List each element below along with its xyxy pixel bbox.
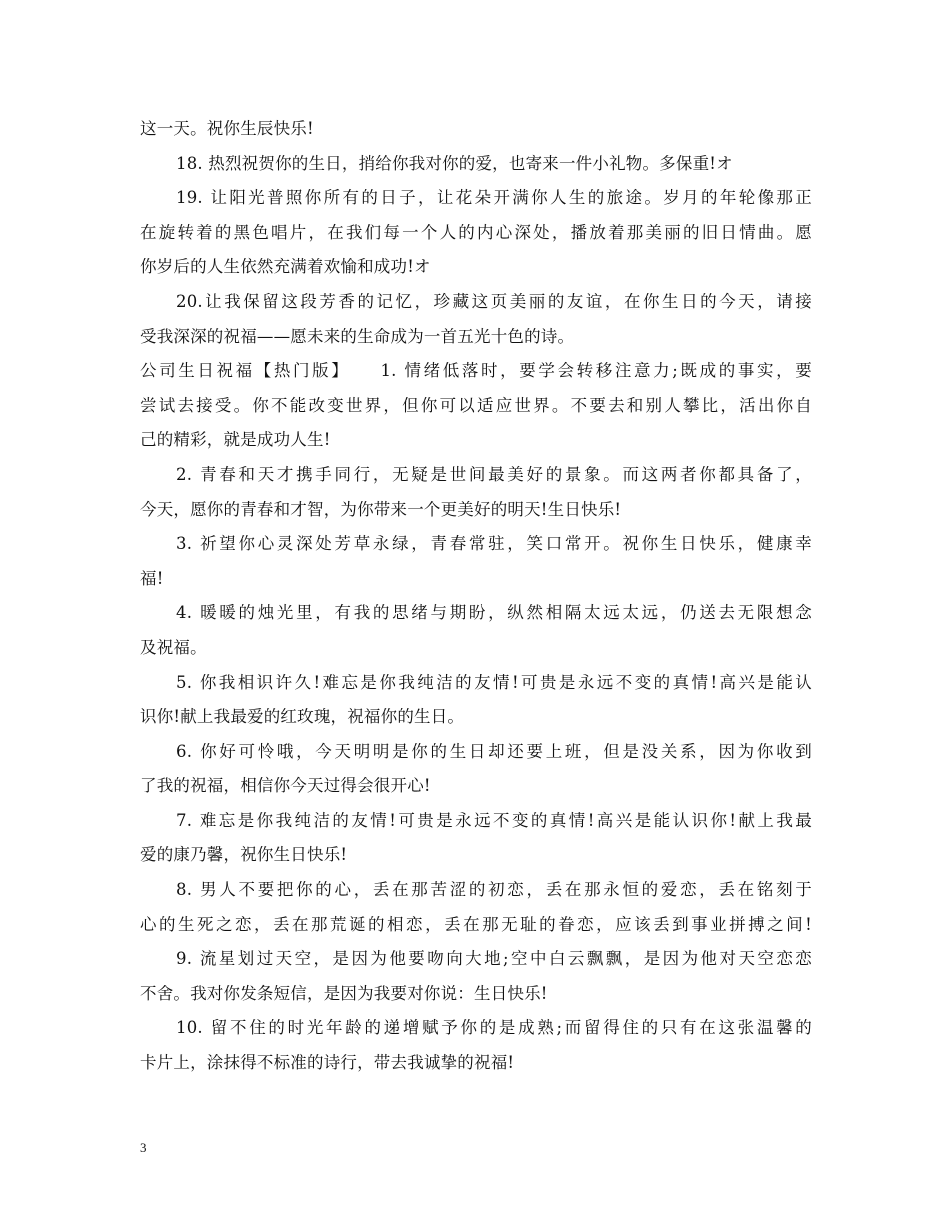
text-line: 18. 热烈祝贺你的生日，捎给你我对你的爱，也寄来一件小礼物。多保重!オ — [176, 153, 733, 173]
text-line: 这一天。祝你生辰快乐! — [140, 119, 314, 138]
text-line: 6. 你好可怜哦，今天明明是你的生日却还要上班，但是没关系，因为你收到 — [176, 741, 812, 761]
text-line: 己的精彩，就是成功人生! — [140, 430, 331, 450]
text-line: 尝试去接受。你不能改变世界，但你可以适应世界。不要去和别人攀比，活出你自 — [140, 395, 812, 415]
text-line: 卡片上，涂抹得不标准的诗行，带去我诚挚的祝福! — [140, 1053, 515, 1073]
text-line: 10. 留不住的时光年龄的递增赋予你的是成熟;而留得住的只有在这张温馨的 — [176, 1018, 812, 1038]
text-line: 公司生日祝福【热门版】 1. 情绪低落时，要学会转移注意力;既成的事实，要 — [140, 361, 812, 381]
text-line: 不舍。我对你发条短信，是因为我要对你说：生日快乐! — [140, 983, 548, 1003]
text-line: 20.让我保留这段芳香的记忆，珍藏这页美丽的友谊，在你生日的今天，请接 — [176, 291, 812, 311]
page-number: 3 — [140, 1140, 147, 1155]
text-line: 及祝福。 — [140, 637, 207, 657]
text-line: 了我的祝福，相信你今天过得会很开心! — [140, 776, 431, 796]
text-line: 在旋转着的黑色唱片，在我们每一个人的内心深处，播放着那美丽的旧日情曲。愿 — [140, 222, 812, 242]
text-line: 爱的康乃馨，祝你生日快乐! — [140, 845, 348, 865]
text-line: 你岁后的人生依然充满着欢愉和成功!オ — [140, 257, 431, 277]
text-line: 今天，愿你的青春和才智，为你带来一个更美好的明天!生日快乐! — [140, 499, 622, 519]
document-body — [140, 112, 812, 1081]
text-line: 9. 流星划过天空，是因为他要吻向大地;空中白云飘飘，是因为他对天空恋恋 — [176, 949, 812, 969]
text-line: 2. 青春和天才携手同行，无疑是世间最美好的景象。而这两者你都具备了， — [176, 464, 812, 484]
text-line: 心的生死之恋，丢在那荒诞的相恋，丢在那无耻的眷恋，应该丢到事业拼搏之间! — [140, 914, 812, 934]
text-line: 8. 男人不要把你的心，丢在那苦涩的初恋，丢在那永恒的爱恋，丢在铭刻于 — [176, 880, 812, 900]
text-line: 4. 暖暖的烛光里，有我的思绪与期盼，纵然相隔太远太远，仍送去无限想念 — [176, 603, 812, 623]
text-line: 福! — [140, 568, 164, 588]
text-line: 5. 你我相识许久!难忘是你我纯洁的友情!可贵是永远不变的真情!高兴是能认 — [176, 672, 812, 692]
text-line: 受我深深的祝福——愿未来的生命成为一首五光十色的诗。 — [140, 326, 575, 346]
text-line: 19. 让阳光普照你所有的日子，让花朵开满你人生的旅途。岁月的年轮像那正 — [176, 188, 812, 208]
text-line: 3. 祈望你心灵深处芳草永绿，青春常驻，笑口常开。祝你生日快乐，健康幸 — [176, 534, 812, 554]
text-line: 7. 难忘是你我纯洁的友情!可贵是永远不变的真情!高兴是能认识你!献上我最 — [176, 810, 812, 830]
text-line: 识你!献上我最爱的红玫瑰，祝福你的生日。 — [140, 707, 465, 727]
